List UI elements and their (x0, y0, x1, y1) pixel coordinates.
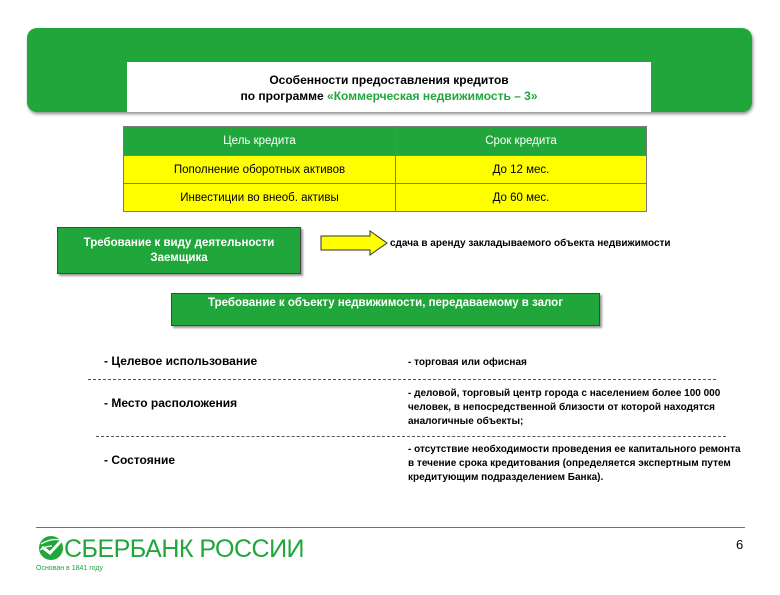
item-desc-condition: - отсутствие необходимости проведения ее капитального ремонта в течение срока кредитования (определяется экспертным путем кредитующим подразделением Банка). (408, 444, 741, 483)
table-row (124, 184, 647, 212)
credit-table (123, 126, 647, 212)
activity-requirement-box: Требование к виду деятельности Заемщика (57, 227, 301, 274)
activity-requirement-value: сдача в аренду закладываемого объекта недвижимости (390, 238, 671, 249)
header-term: Срок кредита (396, 127, 647, 156)
cell-term: До 60 мес. (396, 184, 647, 212)
title-line-1: Особенности предоставления кредитов (269, 73, 509, 87)
cell-term: До 12 мес. (396, 156, 647, 184)
page-number: 6 (736, 537, 744, 552)
founded-note: Основан в 1841 году (36, 565, 103, 572)
sberbank-logo-icon (36, 534, 66, 562)
property-requirement-box: Требование к объекту недвижимости, передаваемому в залог (171, 293, 600, 326)
table-header-row (124, 127, 647, 156)
header-purpose: Цель кредита (124, 127, 396, 156)
arrow-right-icon (320, 230, 388, 256)
bank-name: СБЕРБАНК РОССИИ (64, 535, 305, 563)
page-title (127, 62, 651, 112)
divider (96, 436, 726, 437)
cell-purpose: Инвестиции во внеоб. активы (124, 184, 396, 212)
program-name: «Коммерческая недвижимость – 3» (327, 89, 538, 103)
item-label-location: - Место расположения (104, 396, 238, 410)
divider (88, 379, 716, 380)
item-desc-location: - деловой, торговый центр города с населением более 100 000 человек, в непосредственной близости от которой находятся аналогичные объекты; (408, 388, 721, 427)
item-desc-usage: - торговая или офисная (408, 357, 527, 368)
item-label-condition: - Состояние (104, 453, 176, 467)
footer-divider (36, 527, 745, 528)
item-label-usage: - Целевое использование (104, 354, 258, 368)
table-row (124, 156, 647, 184)
cell-purpose: Пополнение оборотных активов (124, 156, 396, 184)
title-line-2: по программе «Коммерческая недвижимость – 3» (240, 89, 538, 103)
